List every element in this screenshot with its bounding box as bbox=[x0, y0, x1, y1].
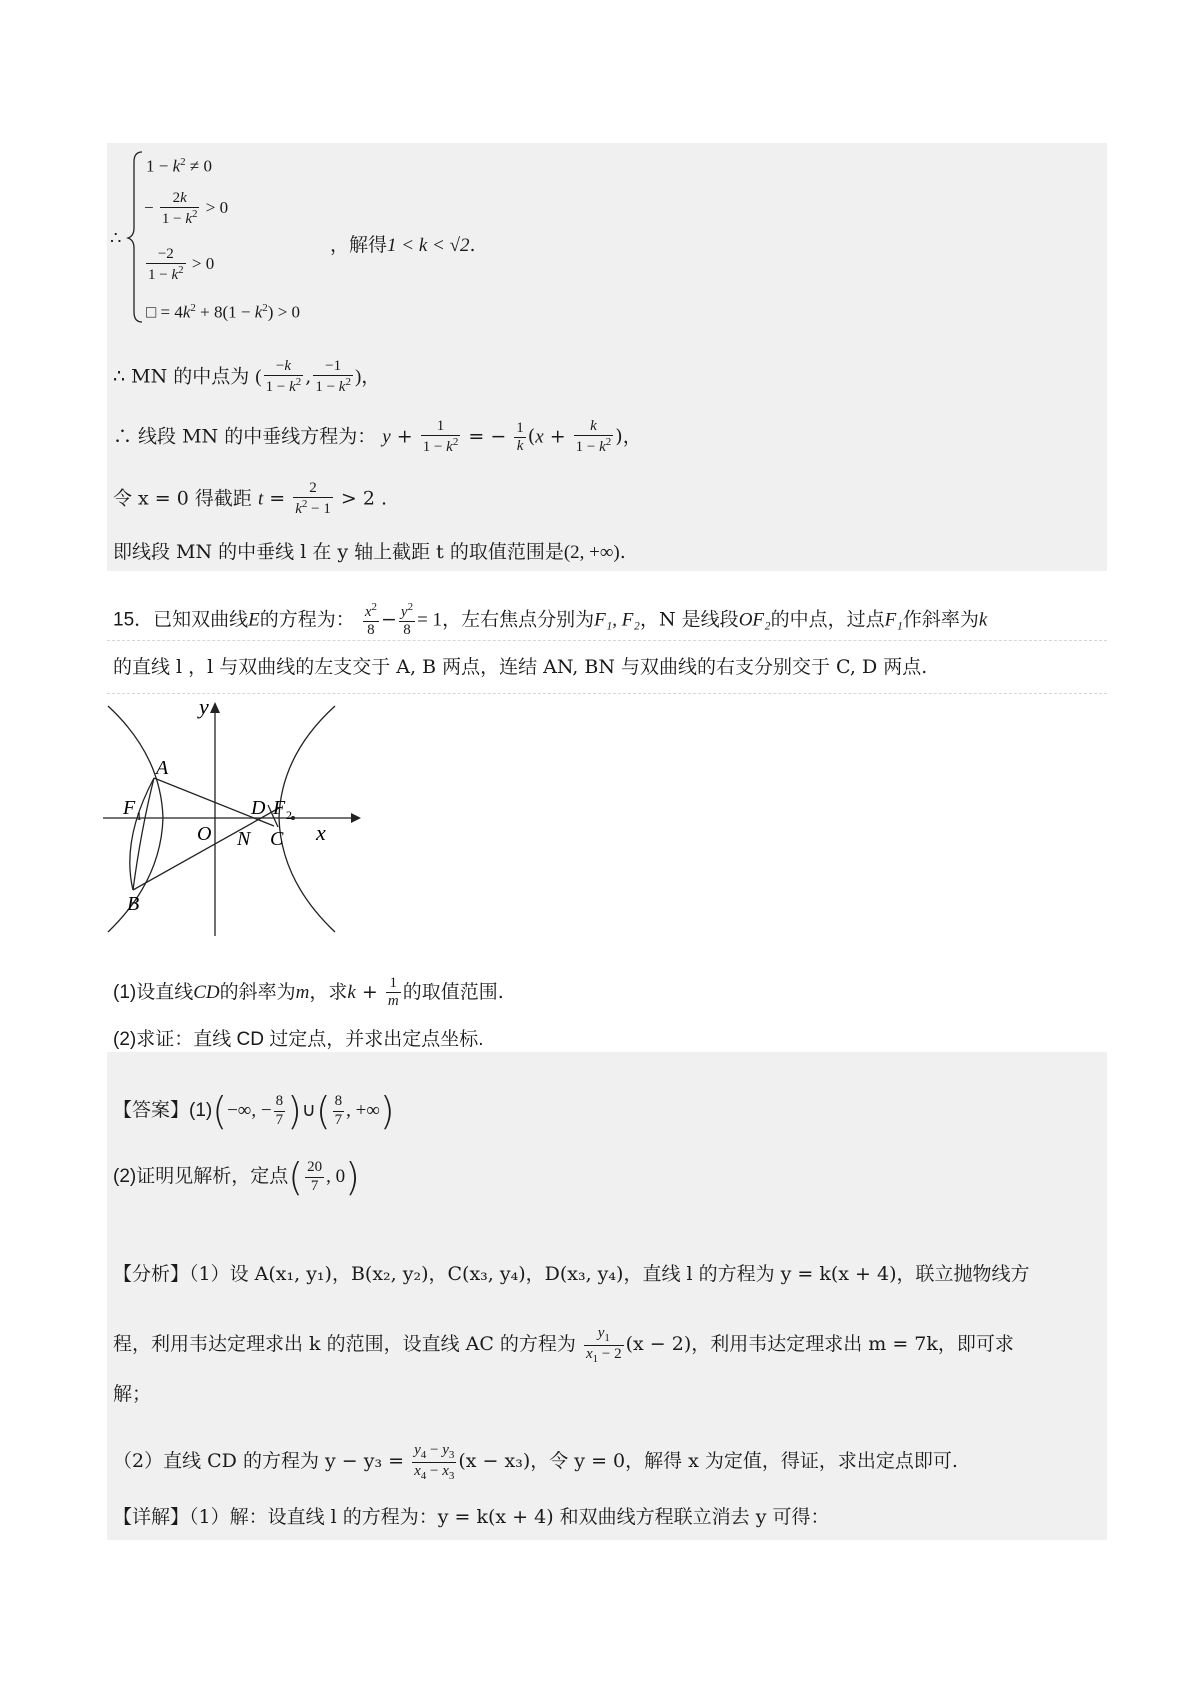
label-f1-sub: 1 bbox=[136, 809, 142, 823]
system-brace bbox=[126, 150, 146, 325]
solve-result-line: ，解得1 < k < √2. bbox=[330, 234, 476, 256]
conclusion-line: 即线段 MN 的中垂线 l 在 y 轴上截距 t 的取值范围是(2, +∞). bbox=[113, 541, 626, 563]
analysis-line-2: 程，利用韦达定理求出 k 的范围，设直线 AC 的方程为 $\frac{y_1}{x_1 - 2}$ (x − 2)，利用韦达定理求出 m = 7k，即可求 bbox=[113, 1325, 1014, 1365]
analysis-line-4: （2）直线 CD 的方程为 y − y₃ = $\frac{y_4 - y_3}{x_4 - x_3}$ (x − x₃)，令 y = 0，解得 x 为定值，得证，求出定点即可. bbox=[113, 1442, 958, 1482]
label-f1: F bbox=[123, 797, 136, 819]
label-f2: F bbox=[273, 797, 286, 819]
answer-line-1: 【答案】(1)(−∞, − $\frac{8}{7}$ )∪( $\frac{8}{7}$ , +∞) bbox=[113, 1089, 395, 1133]
detail-line: 【详解】（1）解：设直线 l 的方程为：y = k(x + 4) 和双曲线方程联立消去 y 可得： bbox=[113, 1506, 830, 1528]
label-a: A bbox=[156, 757, 169, 779]
intercept-line: 令 x = 0 得截距 t = $\frac{2}{k^2 - 1}$ > 2 . bbox=[113, 480, 388, 518]
inequality-system bbox=[110, 150, 810, 330]
label-f2-sub: 2 bbox=[286, 808, 292, 822]
label-c: C bbox=[270, 828, 284, 850]
problem-line-2: 的直线 l ，l 与双曲线的左支交于 A, B 两点，连结 AN, BN 与双曲线的右支分别交于 C, D 两点. bbox=[113, 656, 928, 678]
therefore-symbol: ∴ bbox=[110, 228, 122, 248]
system-row-4: □ = $4k^2 + 8(1 - k^2) > 0$ bbox=[146, 302, 301, 322]
question-1: (1)设直线CD的斜率为m，求k + $\frac{1}{m}$ 的取值范围. bbox=[113, 975, 504, 1010]
label-d: D bbox=[251, 797, 266, 819]
divider bbox=[107, 693, 1107, 694]
analysis-line-3: 解； bbox=[113, 1383, 152, 1405]
midpoint-line: ∴ MN 的中点为 ( $\frac{-k}{1 - k^2}$ , $\frac{-1}{1 - k^2}$ )， bbox=[113, 358, 381, 396]
bisector-line: ∴ 线段 MN 的中垂线方程为： y + $\frac{1}{1 - k^2}$ = − $\frac{1}{k}$ (x + $\frac{k}{1 - k^2}$ )， bbox=[113, 418, 642, 456]
divider bbox=[107, 640, 1107, 641]
system-row-2: − $\frac{2k}{1 - k^2}$ > 0 bbox=[144, 190, 229, 228]
label-n: N bbox=[237, 828, 251, 850]
problem-line-1: 15．已知双曲线E的方程为： $\frac{x^2}{8}$ − $\frac{y^2}{8}$ = 1，左右焦点分别为F₁, F₂，N 是线段OF₂的中点，过点F₁作斜率为k bbox=[113, 601, 988, 639]
label-x: x bbox=[316, 820, 326, 845]
answer-line-2: (2)证明见解析，定点( $\frac{20}{7}$ , 0) bbox=[113, 1155, 360, 1199]
system-row-3: $\frac{-2}{1 - k^2}$ > 0 bbox=[148, 246, 215, 284]
label-b: B bbox=[127, 893, 140, 915]
hyperbola-figure bbox=[103, 700, 373, 940]
question-2: (2)求证：直线 CD 过定点，并求出定点坐标. bbox=[113, 1029, 484, 1050]
analysis-line-1: 【分析】（1）设 A(x₁, y₁)，B(x₂, y₂)，C(x₃, y₄)，D(x₃, y₄)，直线 l 的方程为 y = k(x + 4)，联立抛物线方 bbox=[113, 1263, 1030, 1285]
label-y: y bbox=[199, 700, 209, 719]
label-o: O bbox=[197, 823, 212, 845]
system-row-1: $1 - k^2 \ne 0$ bbox=[146, 156, 212, 176]
